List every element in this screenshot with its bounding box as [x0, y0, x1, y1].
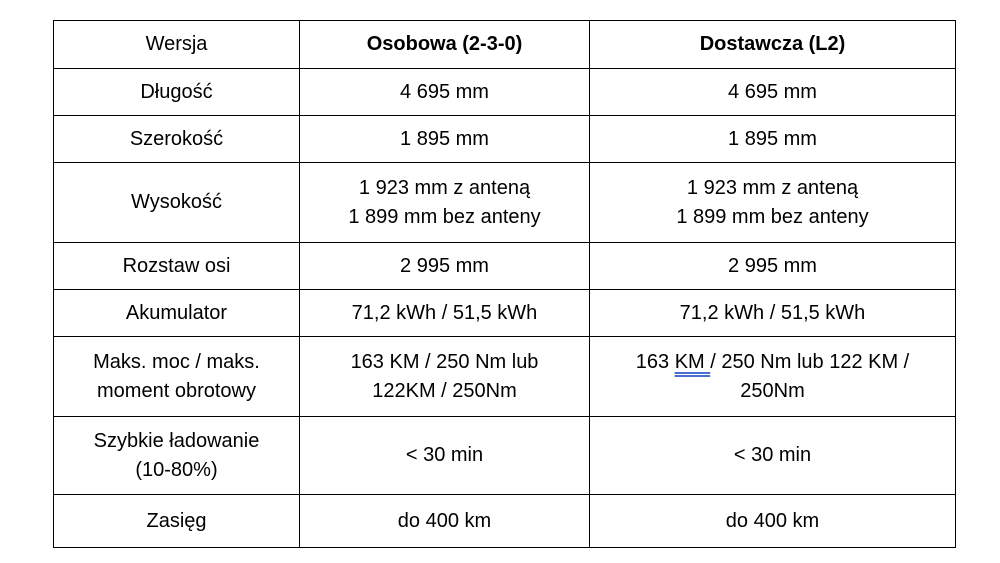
row-label: Wysokość	[54, 163, 300, 243]
table-row-zasieg	[54, 495, 956, 548]
cell-dostawcza: 71,2 kWh / 51,5 kWh	[590, 290, 956, 337]
cell-osobowa: do 400 km	[300, 495, 590, 548]
cell-osobowa: 71,2 kWh / 51,5 kWh	[300, 290, 590, 337]
row-label: Szybkie ładowanie (10-80%)	[54, 417, 300, 495]
cell-osobowa: 4 695 mm	[300, 69, 590, 116]
row-label: Szerokość	[54, 116, 300, 163]
spellcheck-underlined-km: KM	[674, 350, 711, 373]
table-row-ladowanie	[54, 417, 956, 495]
row-label: Rozstaw osi	[54, 243, 300, 290]
cell-dostawcza: < 30 min	[590, 417, 956, 495]
cell-dostawcza	[590, 337, 956, 417]
table-row-dlugosc	[54, 69, 956, 116]
cell-osobowa: 2 995 mm	[300, 243, 590, 290]
table-row-akumulator	[54, 290, 956, 337]
row-label: Maks. moc / maks. moment obrotowy	[54, 337, 300, 417]
table-header-row	[54, 21, 956, 69]
spec-table	[53, 20, 956, 548]
cell-dostawcza: 4 695 mm	[590, 69, 956, 116]
cell-dostawcza: 2 995 mm	[590, 243, 956, 290]
cell-osobowa: < 30 min	[300, 417, 590, 495]
table-row-wysokosc	[54, 163, 956, 243]
header-version-label: Wersja	[54, 21, 300, 69]
table-row-szerokosc	[54, 116, 956, 163]
cell-osobowa: 1 923 mm z anteną 1 899 mm bez anteny	[300, 163, 590, 243]
row-label: Zasięg	[54, 495, 300, 548]
header-osobowa: Osobowa (2-3-0)	[300, 21, 590, 69]
cell-dostawcza: 1 895 mm	[590, 116, 956, 163]
cell-dostawcza: 1 923 mm z anteną 1 899 mm bez anteny	[590, 163, 956, 243]
row-label: Długość	[54, 69, 300, 116]
header-dostawcza: Dostawcza (L2)	[590, 21, 956, 69]
cell-dostawcza-prefix: 163	[635, 350, 675, 373]
row-label: Akumulator	[54, 290, 300, 337]
cell-osobowa: 1 895 mm	[300, 116, 590, 163]
cell-dostawcza-suffix: / 250 Nm lub 122 KM / 250Nm	[710, 350, 910, 402]
cell-osobowa: 163 KM / 250 Nm lub 122KM / 250Nm	[300, 337, 590, 417]
table-row-moc	[54, 337, 956, 417]
table-row-rozstaw-osi	[54, 243, 956, 290]
cell-dostawcza: do 400 km	[590, 495, 956, 548]
